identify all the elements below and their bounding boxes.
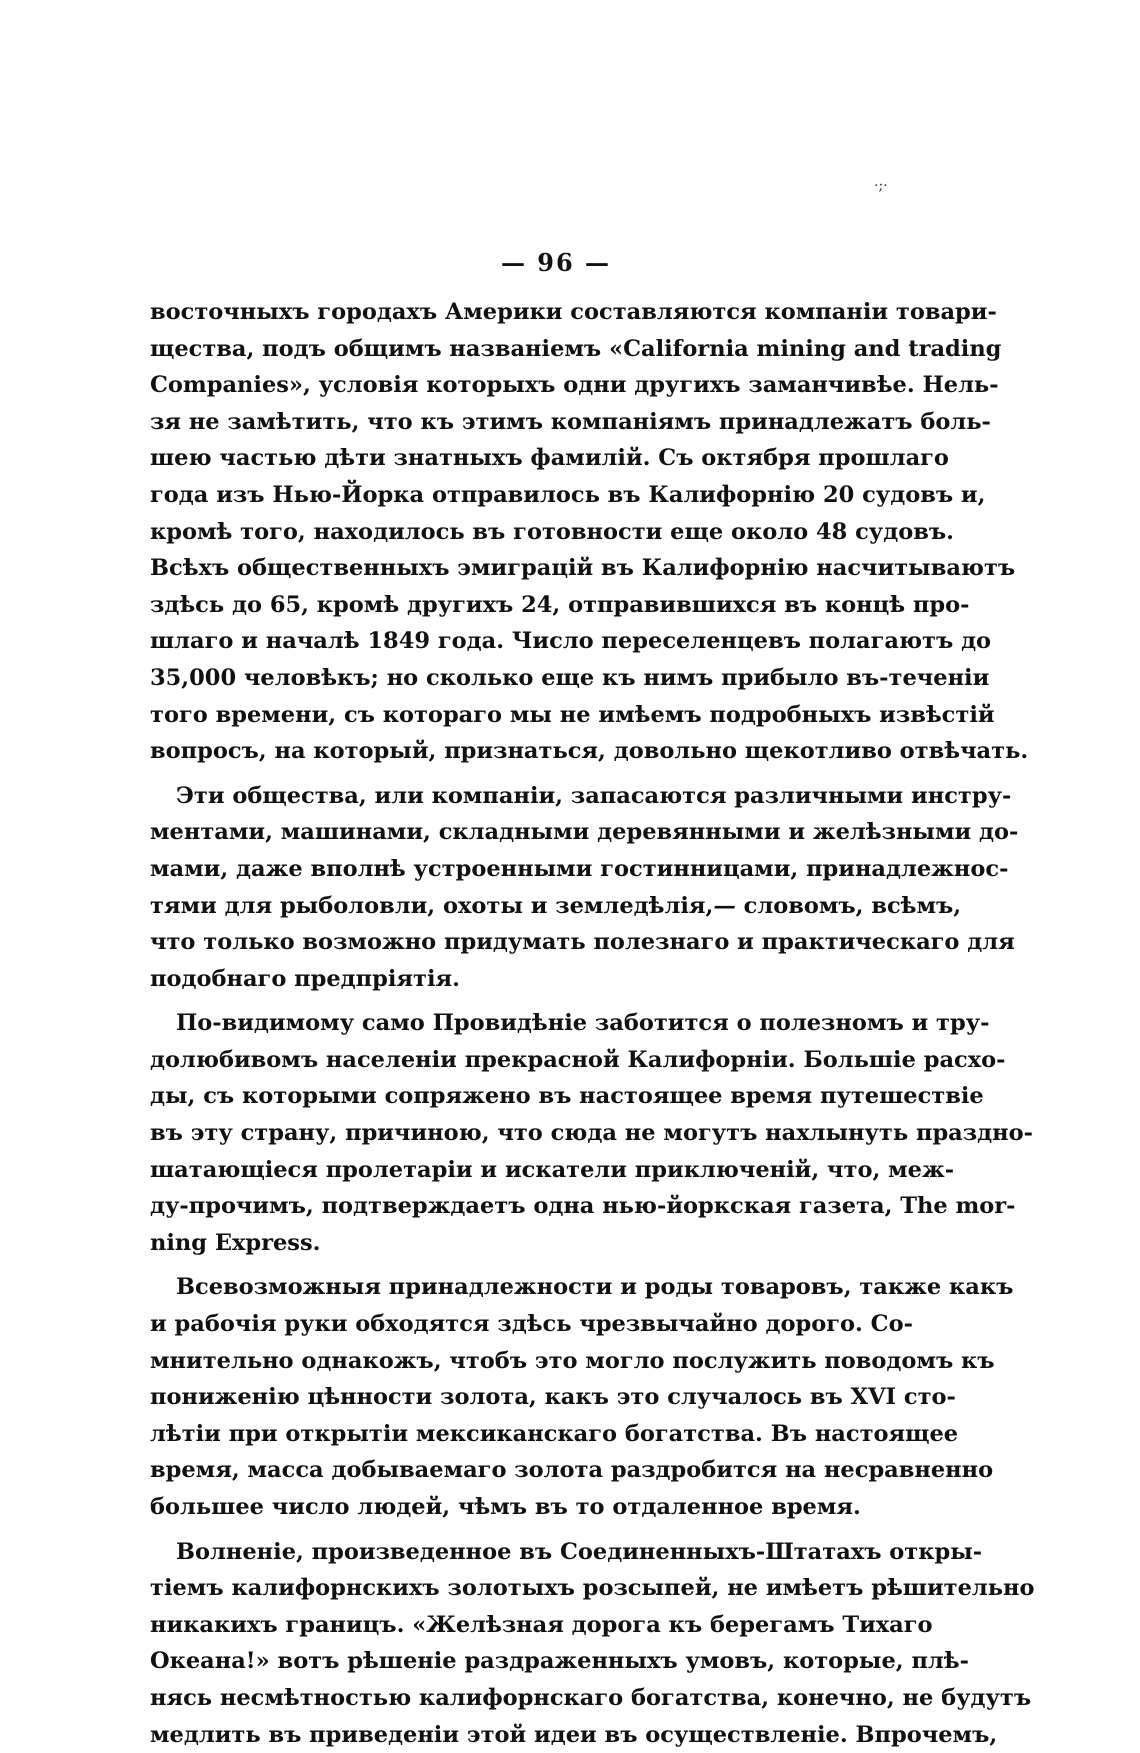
text-line: 35,000 человѣкъ; но сколько еще къ нимъ прибыло въ-теченіи xyxy=(150,664,990,691)
text-line: большее число людей, чѣмъ въ то отдаленное время. xyxy=(150,1494,861,1520)
text-line: восточныхъ городахъ Америки составляются компаніи товари- xyxy=(150,299,997,325)
text-line: медлить въ приведеніи этой идеи въ осуществленіе. Впрочемъ, xyxy=(150,1721,998,1748)
corner-mark: ·;· xyxy=(874,178,888,194)
text-line: долюбивомъ населеніи прекрасной Калифорніи. Большіе расхо- xyxy=(150,1046,1006,1073)
paragraph-5 xyxy=(150,1534,1035,1753)
paragraph-4 xyxy=(150,1269,1014,1525)
text-line: вопросъ, на который, признаться, довольно щекотливо отвѣчать. xyxy=(150,738,1029,765)
text-line: мнительно однакожъ, чтобъ это могло послужить поводомъ къ xyxy=(150,1347,995,1374)
text-line: того времени, съ котораго мы не имѣемъ подробныхъ извѣстій xyxy=(150,701,995,728)
text-line: Всѣхъ общественныхъ эмиграцій въ Калифорнію насчитываютъ xyxy=(150,555,1016,582)
text-line: нясь несмѣтностью калифорнскаго богатства, конечно, не будутъ xyxy=(150,1684,1032,1711)
text-line: и рабочія руки обходятся здѣсь чрезвычайно дорого. Со- xyxy=(150,1311,913,1338)
text-line: ду-прочимъ, подтверждаетъ одна нью-йоркская газета, The mor- xyxy=(150,1193,1016,1220)
text-line: Океана!» вотъ рѣшеніе раздраженныхъ умовъ, которые, плѣ- xyxy=(150,1648,969,1675)
text-line: тіемъ калифорнскихъ золотыхъ розсыпей, не имѣетъ рѣшительно xyxy=(150,1575,1035,1602)
text-line: лѣтіи при открытіи мексиканскаго богатства. Въ настоящее xyxy=(150,1420,959,1447)
paragraph-2 xyxy=(150,778,1019,998)
text-line: шатающіеся пролетаріи и искатели приключеній, что, меж- xyxy=(150,1156,955,1183)
text-line: тями для рыболовли, охоты и земледѣлія,— словомъ, всѣмъ, xyxy=(150,892,962,919)
text-line: года изъ Нью-Йорка отправилось въ Калифорнію 20 судовъ и, xyxy=(150,481,986,508)
text-line: ментами, машинами, складными деревянными и желѣзными до- xyxy=(150,819,1019,846)
text-line: Волненіе, произведенное въ Соединенныхъ-Штатахъ откры- xyxy=(176,1538,983,1565)
text-line: щества, подъ общимъ названіемъ «California mining and trading xyxy=(150,335,1002,362)
paragraph-1 xyxy=(150,294,1029,770)
text-line: подобнаго предпріятія. xyxy=(150,965,460,992)
text-line: пониженію цѣнности золота, какъ это случалось въ XVI сто- xyxy=(150,1384,956,1411)
text-line: Всевозможныя принадлежности и роды товаровъ, также какъ xyxy=(176,1274,1014,1301)
text-line: кромѣ того, находилось въ готовности еще около 48 судовъ. xyxy=(150,518,954,545)
text-line: ды, съ которыми сопряжено въ настоящее время путешествіе xyxy=(150,1083,984,1110)
text-line: шею частью дѣти знатныхъ фамилій. Съ октября прошлаго xyxy=(150,445,949,472)
text-line: шлаго и началѣ 1849 года. Число переселенцевъ полагаютъ до xyxy=(150,628,992,655)
text-line: По-видимому само Провидѣніе заботится о полезномъ и тру- xyxy=(176,1010,990,1037)
text-line: зя не замѣтить, что къ этимъ компаніямъ принадлежатъ боль- xyxy=(150,408,991,435)
text-line: Эти общества, или компаніи, запасаются различными инстру- xyxy=(176,782,1012,809)
page-number: — 96 — xyxy=(500,248,612,277)
paragraph-3 xyxy=(150,1005,1033,1261)
text-line: ning Express. xyxy=(150,1229,321,1256)
text-line: время, масса добываемаго золота раздробится на несравненно xyxy=(150,1457,994,1484)
text-line: что только возможно придумать полезнаго и практическаго для xyxy=(150,929,1015,956)
body-text xyxy=(150,294,1035,1753)
text-line: Companies», условія которыхъ одни другихъ заманчивѣе. Нель- xyxy=(150,372,999,399)
text-line: здѣсь до 65, кромѣ другихъ 24, отправившихся въ концѣ про- xyxy=(150,591,970,618)
text-line: никакихъ границъ. «Желѣзная дорога къ берегамъ Тихаго xyxy=(150,1611,933,1638)
text-line: мами, даже вполнѣ устроенными гостинницами, принадлежнос- xyxy=(150,855,1009,882)
text-line: въ эту страну, причиною, что сюда не могутъ нахлынуть праздно- xyxy=(150,1120,1033,1147)
